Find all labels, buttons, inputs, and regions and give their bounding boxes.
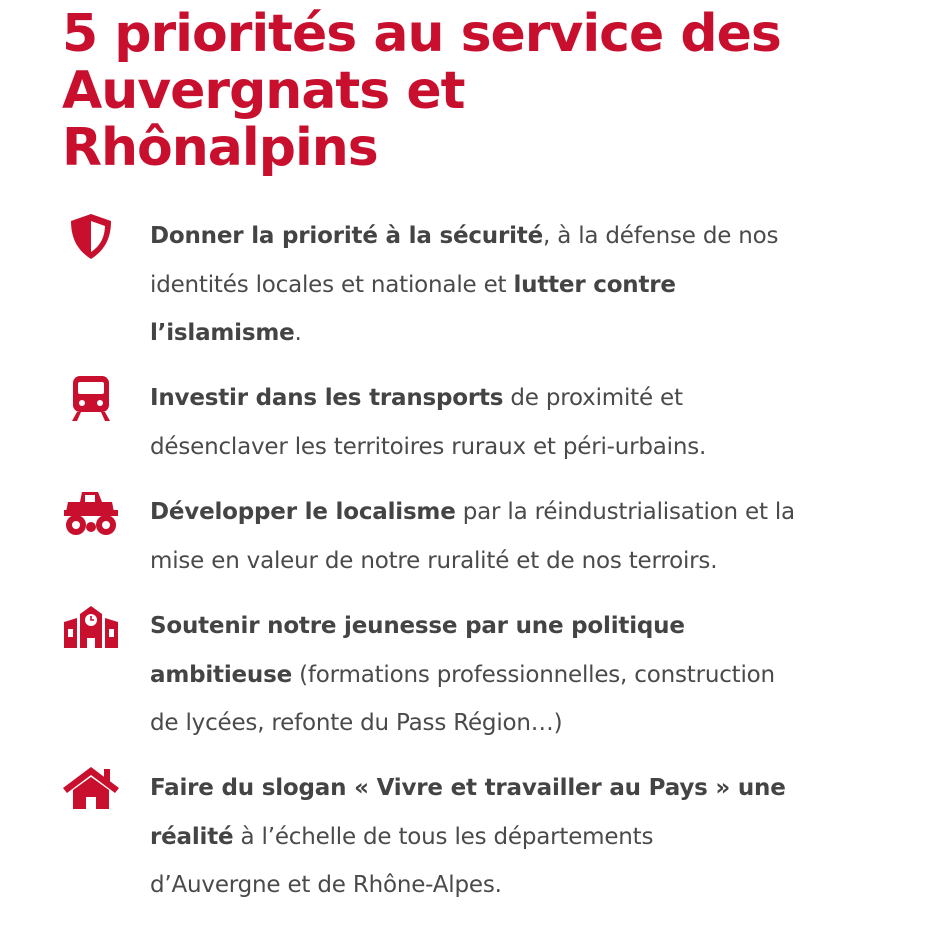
text-line: ambitieuse (formations professionnelles, construction — [150, 661, 775, 688]
text-line: identités locales et nationale et lutter contre — [150, 271, 676, 298]
priority-text — [150, 488, 900, 585]
title-line: Auvergnats et — [62, 61, 465, 121]
title-line: Rhônalpins — [62, 118, 378, 178]
text-line: Donner la priorité à la sécurité, à la défense de nos — [150, 223, 779, 249]
home-icon — [60, 764, 122, 814]
page-title — [62, 6, 932, 177]
text-line: Faire du slogan « Vivre et travailler au Pays » une — [150, 775, 786, 801]
priority-text — [150, 602, 900, 748]
text-line: Investir dans les transports de proximité et — [150, 385, 683, 411]
text-line: désenclaver les territoires ruraux et péri-urbains. — [150, 433, 707, 460]
school-icon — [60, 602, 122, 652]
priority-text — [150, 764, 900, 910]
text-line: Soutenir notre jeunesse par une politique — [150, 613, 685, 639]
priority-text — [150, 374, 900, 471]
shield-icon — [60, 212, 122, 262]
train-icon — [60, 374, 122, 424]
text-line: l’islamisme. — [150, 320, 302, 346]
text-line: de lycées, refonte du Pass Région…) — [150, 710, 563, 736]
text-line: mise en valeur de notre ruralité et de nos terroirs. — [150, 547, 718, 574]
text-line: d’Auvergne et de Rhône-Alpes. — [150, 872, 502, 898]
text-line: Développer le localisme par la réindustrialisation et la — [150, 499, 795, 525]
text-line: réalité à l’échelle de tous les départements — [150, 823, 654, 850]
tractor-icon — [60, 488, 122, 538]
title-line: 5 priorités au service des — [62, 4, 781, 64]
priority-text — [150, 212, 900, 358]
